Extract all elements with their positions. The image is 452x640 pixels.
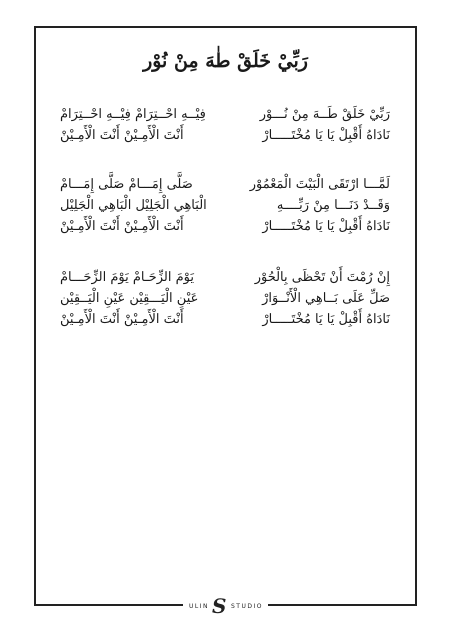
poem-title: رَبِّيْ خَلَقْ طٰهَ مِنْ نُوْر bbox=[143, 50, 308, 72]
verse-line bbox=[60, 267, 390, 288]
stanza-3 bbox=[60, 267, 390, 330]
verse-second-half: فِيْــهِ احْــتِرَامْ فِيْــهِ احْــتِرَامْ bbox=[60, 107, 206, 122]
studio-logo bbox=[188, 596, 264, 616]
stanza-2 bbox=[60, 174, 390, 237]
verse-first-half: إِنْ رُمْتَ أَنْ تَحْظَى بِالْحُوْر bbox=[254, 270, 390, 285]
verse-second-half: الْبَاهِي الْجَلِيْل الْبَاهِي الْجَلِيْل bbox=[60, 198, 207, 213]
verse-line bbox=[60, 309, 390, 330]
verse-second-half: صَلَّى إِمَـــامْ صَلَّى إِمَـــامْ bbox=[60, 177, 193, 192]
verse-line bbox=[60, 104, 390, 125]
stanza-1 bbox=[60, 104, 390, 146]
verse-second-half: يَوْمَ الزِّحَـامْ يَوْمَ الزِّحَـــامْ bbox=[60, 270, 194, 285]
verse-line bbox=[60, 195, 390, 216]
verse-second-half: عَيْنِ الْيَـــقِيْن عَيْنِ الْيَــقِيْن bbox=[60, 291, 199, 306]
verse-second-half: أَنْتَ الْأَمِـيْنْ أَنْتَ الْأَمِـيْنْ bbox=[60, 312, 184, 327]
verse-line bbox=[60, 216, 390, 237]
verse-first-half: صَلِّ عَلَى بَــاهِي الْأَنْــوَارْ bbox=[262, 291, 390, 306]
verse-line bbox=[60, 174, 390, 195]
frame-bottom-left-edge bbox=[34, 604, 183, 606]
verse-first-half: نَادَاهُ أَقْبِلْ يَا يَا مُخْتَـــــارْ bbox=[262, 219, 390, 234]
verse-second-half: أَنْتَ الْأَمِـيْنْ أَنْتَ الْأَمِـيْنْ bbox=[60, 128, 184, 143]
verse-first-half: نَادَاهُ أَقْبِلْ يَا يَا مُخْتَـــــارْ bbox=[262, 128, 390, 143]
verse-line bbox=[60, 125, 390, 146]
verse-line bbox=[60, 288, 390, 309]
logo-text-left: ULIN bbox=[189, 602, 210, 610]
verse-second-half: أَنْتَ الْأَمِـيْنْ أَنْتَ الْأَمِـيْنْ bbox=[60, 219, 184, 234]
verse-first-half: وَقَــدْ دَنَـــا مِنْ رَبِّــــهِ bbox=[276, 198, 390, 213]
logo-mark-icon: S bbox=[212, 594, 228, 618]
frame-bottom-right-edge bbox=[268, 604, 415, 606]
logo-text-right: STUDIO bbox=[230, 602, 263, 610]
verse-first-half: لَمَّـــا ارْتَقَى الْبَيْتَ الْمَعْمُوْر bbox=[249, 177, 390, 192]
verse-first-half: رَبِّيْ خَلَقْ طَــهَ مِنْ نُـــوْر bbox=[259, 107, 390, 122]
verse-first-half: نَادَاهُ أَقْبِلْ يَا يَا مُخْتَـــــارْ bbox=[262, 312, 390, 327]
